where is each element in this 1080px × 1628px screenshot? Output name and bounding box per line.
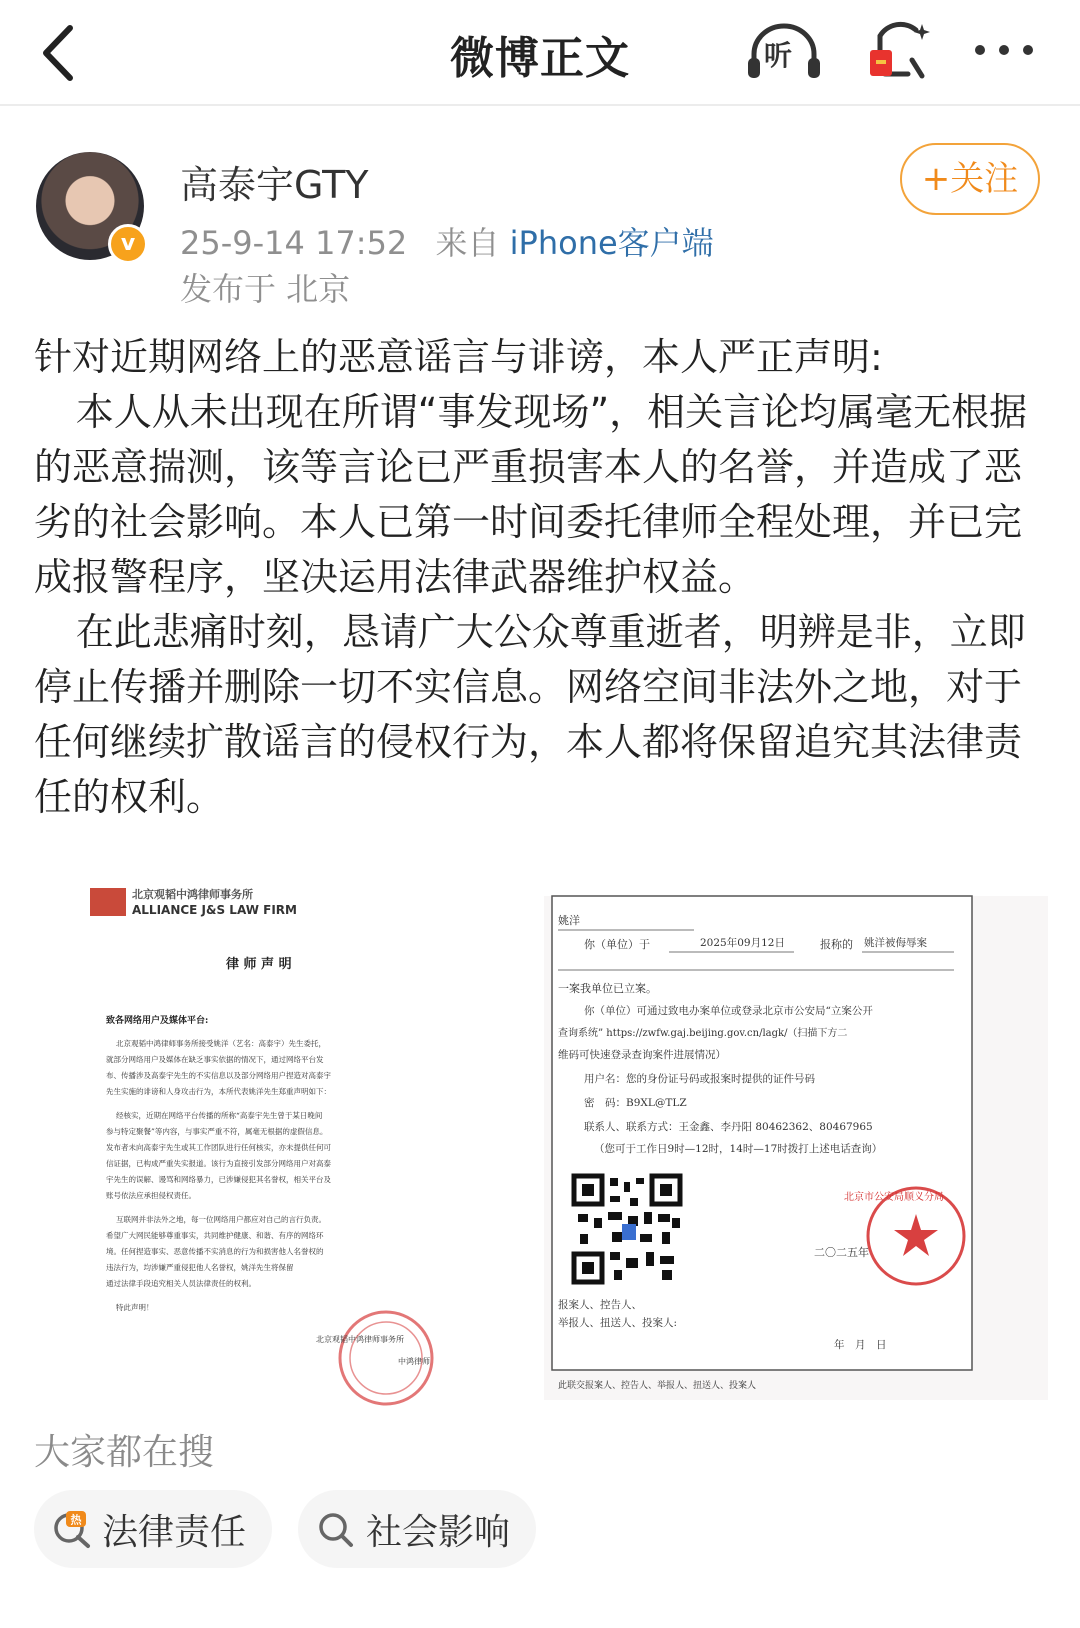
- listen-label: 听: [764, 39, 793, 72]
- statement-line: 希望广大网民能够尊重事实，共同维护健康、和谐、有序的网络环: [106, 1231, 324, 1240]
- notice-reporter-1: 报案人、控告人、: [558, 1299, 642, 1311]
- follow-button[interactable]: +关注: [900, 143, 1040, 215]
- notice-footer: 此联交报案人、控告人、举报人、扭送人、投案人: [558, 1381, 757, 1391]
- notice-name: 姚洋: [558, 914, 580, 927]
- firm-name-cn: 北京观韬中鸿律师事务所: [132, 888, 253, 901]
- statement-line: 北京观韬中鸿律师事务所接受姚洋（艺名：高泰宇）先生委托，: [116, 1039, 326, 1048]
- statement-line: 先生实施的诽谤和人身攻击行为，本所代表姚洋先生郑重声明如下：: [106, 1087, 331, 1096]
- notice-contact: 联系人、联系方式：王金鑫、李丹阳 80462362、80467965: [584, 1121, 873, 1133]
- notice-line-6: 用户名：您的身份证号码或报案时提供的证件号码: [584, 1073, 815, 1085]
- statement-line: 互联网并非法外之地，每一位网络用户都应对自己的言行负责。: [116, 1215, 326, 1224]
- notice-line-1-mid: 报称的: [820, 938, 853, 951]
- statement-salutation: 致各网络用户及媒体平台:: [106, 1016, 209, 1026]
- more-dots-icon: [970, 30, 1040, 70]
- statement-line: 信证据，已构成严重失实报道。该行为直接引发部分网络用户对高泰: [106, 1159, 331, 1168]
- law-firm-logo: [90, 888, 126, 916]
- statement-line: 境。任何捏造事实、恶意传播不实消息的行为和损害他人名誉权的: [106, 1247, 324, 1256]
- statement-line: 宇先生的误解、谩骂和网络暴力，已涉嫌侵犯其名誉权，相关平台及: [106, 1175, 331, 1184]
- post-paragraph-2: 本人从未出现在所谓“事发现场”，相关言论均属毫无根据的恶意揣测，该等言论已严重损害本人的名誉，并造成了恶劣的社会影响。本人已第一时间委托律师全程处理，并已完成报警程序，坚决运用法律武器维护权益。: [34, 390, 1028, 599]
- notice-ymd: 年 月 日: [834, 1339, 887, 1351]
- notice-date: 2025年09月12日: [700, 937, 785, 949]
- post-paragraph-3: 在此悲痛时刻，恳请广大公众尊重逝者，明辨是非，立即停止传播并删除一切不实信息。网络空间非法外之地，对于任何继续扩散谣言的侵权行为，本人都将保留追究其法律责任的权利。: [34, 610, 1026, 819]
- source-prefix: 来自: [435, 224, 500, 262]
- post-location: 发布于 北京: [180, 270, 351, 308]
- notice-stamp-date: 二〇二五年: [814, 1246, 869, 1259]
- author-name[interactable]: 高泰宇GTY: [180, 163, 369, 207]
- page-title: 微博正文: [450, 33, 630, 84]
- statement-line: 经核实，近期在网络平台传播的所称“高泰宇先生曾于某日晚间: [116, 1111, 323, 1120]
- lawyer-statement-image[interactable]: [36, 888, 506, 1400]
- more-button[interactable]: [970, 30, 1040, 70]
- statement-signer: 中鸿律师: [398, 1357, 430, 1366]
- notice-line-4: 查询系统” https://zwfw.gaj.beijing.gov.cn/lagk/（扫描下方二: [558, 1028, 848, 1039]
- svg-text:热: 热: [70, 1513, 82, 1527]
- listen-button[interactable]: [744, 22, 824, 82]
- trending-chip-label: 法律责任: [102, 1511, 247, 1553]
- trending-chip-label: 社会影响: [366, 1511, 511, 1553]
- verified-badge: v: [108, 224, 148, 264]
- notice-password: 密 码：B9XL@TLZ: [584, 1097, 687, 1109]
- top-nav-bar: [0, 0, 1080, 106]
- qr-code-icon: [572, 1174, 682, 1284]
- post-time: 25-9-14 17:52: [180, 224, 408, 262]
- red-packet-icon: [866, 16, 936, 86]
- statement-line: 账号依法应承担侵权责任。: [106, 1191, 196, 1200]
- statement-line: 违法行为，均涉嫌严重侵犯他人名誉权，姚洋先生将保留: [106, 1263, 294, 1272]
- statement-line: 特此声明！: [116, 1303, 154, 1312]
- notice-hours: （您可于工作日9时—12时，14时—17时拨打上述电话查询）: [594, 1143, 883, 1155]
- police-notice-image[interactable]: [544, 896, 1048, 1400]
- statement-title: 律 师 声 明: [226, 957, 292, 972]
- post-paragraph-1: 针对近期网络上的恶意谣言与诽谤，本人严正声明:: [34, 335, 883, 379]
- trending-title: 大家都在搜: [34, 1432, 215, 1473]
- notice-line-2: 一案我单位已立案。: [558, 982, 657, 995]
- statement-signature: 北京观韬中鸿律师事务所: [316, 1335, 404, 1344]
- police-seal-text: 北京市公安局顺义分局: [844, 1192, 944, 1203]
- post-meta: [180, 218, 714, 264]
- search-icon: [316, 1509, 356, 1549]
- statement-line: 参与特定聚餐”等内容，与事实严重不符，属毫无根据的虚假信息。: [106, 1127, 328, 1136]
- statement-line: 发布者未向高泰宇先生或其工作团队进行任何核实，亦未提供任何可: [106, 1143, 331, 1152]
- post-source[interactable]: iPhone客户端: [509, 224, 714, 262]
- notice-line-3: 你（单位）可通过致电办案单位或登录北京市公安局“立案公开: [584, 1005, 873, 1017]
- notice-reporter-2: 举报人、扭送人、投案人:: [558, 1317, 678, 1329]
- statement-line: 通过法律手段追究相关人员法律责任的权利。: [106, 1279, 256, 1288]
- hot-search-icon: [52, 1509, 92, 1549]
- trending-chip-social[interactable]: [298, 1490, 536, 1568]
- firm-name-en: ALLIANCE J&S LAW FIRM: [132, 903, 297, 917]
- notice-line-5: 维码可快速登录查询案件进展情况）: [558, 1049, 726, 1061]
- trending-chip-legal[interactable]: [34, 1490, 272, 1568]
- notice-case: 姚洋被侮辱案: [864, 937, 927, 949]
- red-packet-button[interactable]: [866, 16, 936, 86]
- post-body: [34, 330, 1050, 825]
- statement-line: 布、传播涉及高泰宇先生的不实信息以及部分网络用户捏造对高泰宇: [106, 1071, 331, 1080]
- notice-line-1-prefix: 你（单位）于: [584, 938, 650, 951]
- statement-line: 就部分网络用户及媒体在缺乏事实依据的情况下，通过网络平台发: [106, 1055, 324, 1064]
